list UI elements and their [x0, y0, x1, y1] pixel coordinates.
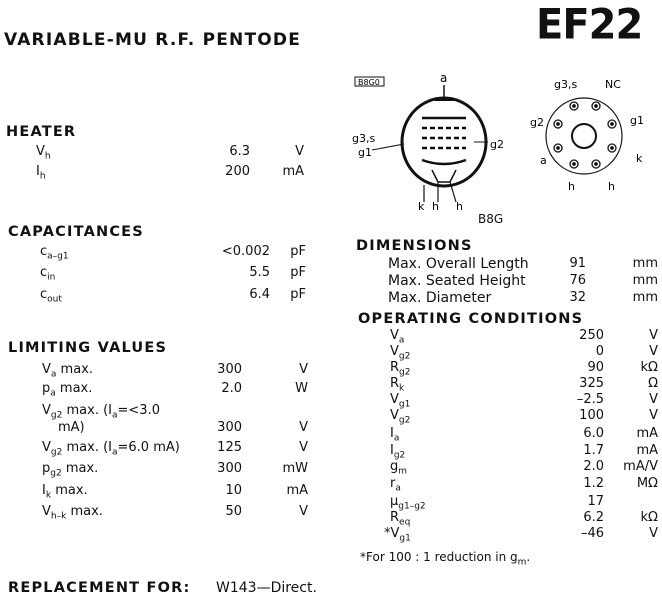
operating-row-label: $I_a$ — [390, 426, 400, 444]
operating-row-label: $R_k$ — [390, 376, 405, 394]
dimension-row-value: 32 — [569, 290, 586, 305]
limiting-row-unit: V — [299, 362, 308, 377]
heater-row-label: $I_h$ — [36, 164, 46, 182]
capacitance-row-unit: pF — [290, 244, 306, 259]
capacitance-row-label: $c_{a-g1}$ — [40, 244, 69, 262]
limiting-row-value: 2.0 — [221, 381, 242, 396]
pin-label-g2: g2 — [490, 138, 504, 151]
capacitance-row-value: 5.5 — [249, 265, 270, 280]
operating-row-value: 325 — [579, 376, 604, 391]
operating-row-unit: V — [649, 328, 658, 343]
capacitance-row-value: <0.002 — [221, 244, 270, 259]
operating-row-unit: V — [649, 408, 658, 423]
base-label-h2: h — [608, 180, 615, 193]
limiting-row-label-cont: mA) — [58, 420, 85, 435]
heater-row-label: $V_h$ — [36, 144, 51, 162]
limiting-row-unit: V — [299, 440, 308, 455]
operating-row-unit: V — [649, 344, 658, 359]
heater-row-unit: mA — [282, 164, 304, 179]
base-label-g2: g2 — [530, 116, 544, 129]
operating-row-label: $r_a$ — [390, 476, 401, 494]
operating-row-unit: V — [649, 526, 658, 541]
heater-row-value: 6.3 — [229, 144, 250, 159]
dimension-row-unit: mm — [632, 256, 658, 271]
operating-row-value: 1.7 — [583, 443, 604, 458]
operating-row-value: 17 — [587, 494, 604, 509]
operating-row-label: $R_{g2}$ — [390, 360, 411, 378]
page-title: VARIABLE-MU R.F. PENTODE — [4, 30, 302, 50]
replacement-label: REPLACEMENT FOR: — [8, 580, 191, 596]
base-label-nc: NC — [605, 78, 621, 91]
capacitances-heading: CAPACITANCES — [8, 224, 144, 240]
operating-row-unit: mA/V — [623, 459, 658, 474]
dimensions-heading: DIMENSIONS — [356, 238, 473, 254]
replacement-value: W143—Direct. — [216, 580, 317, 596]
limiting-heading: LIMITING VALUES — [8, 340, 168, 356]
limiting-row-label: $I_k$ max. — [42, 483, 88, 501]
base-label-g1: g1 — [630, 114, 644, 127]
valve-code: EF22 — [536, 0, 643, 50]
heater-row-unit: V — [295, 144, 304, 159]
limiting-row-label: $p_{g2}$ max. — [42, 461, 99, 479]
limiting-row-value: 125 — [217, 440, 242, 455]
limiting-row-value: 50 — [225, 504, 242, 519]
base-code-box-label: B8G0 — [358, 78, 380, 87]
valve-base-diagram — [522, 72, 662, 202]
base-outline — [546, 98, 622, 174]
operating-row-label: $V_{g1}$ — [390, 392, 411, 410]
operating-row-label: $V_{g2}$ — [390, 408, 411, 426]
limiting-row-value: 300 — [217, 461, 242, 476]
operating-row-label: $V_a$ — [390, 328, 405, 346]
base-label-a: a — [540, 154, 547, 167]
operating-footnote: *For 100 : 1 reduction in $g_m$. — [360, 550, 531, 568]
operating-row-unit: kΩ — [640, 510, 658, 525]
limiting-row-label: $V_{g2}$ max. ($I_a=<3.0$ — [42, 403, 160, 421]
operating-row-unit: V — [649, 392, 658, 407]
limiting-row-unit: V — [299, 504, 308, 519]
dimension-row-unit: mm — [632, 273, 658, 288]
base-label-h1: h — [568, 180, 575, 193]
capacitance-row-unit: pF — [290, 265, 306, 280]
operating-row-label: $g_m$ — [390, 459, 408, 477]
operating-row-value: 100 — [579, 408, 604, 423]
base-label-g3s: g3,s — [554, 78, 578, 91]
heater-heading: HEATER — [6, 124, 77, 140]
pin-label-g1: g1 — [358, 146, 372, 159]
valve-envelope — [402, 98, 486, 186]
dimension-row-unit: mm — [632, 290, 658, 305]
dimension-row-value: 76 — [569, 273, 586, 288]
limiting-row-value: 300 — [217, 362, 242, 377]
operating-row-unit: mA — [636, 426, 658, 441]
base-label-k: k — [636, 152, 643, 165]
operating-row-value: 250 — [579, 328, 604, 343]
operating-row-value: –46 — [580, 526, 604, 541]
pin-label-k: k — [418, 200, 425, 213]
dimension-row-value: 91 — [569, 256, 586, 271]
capacitance-row-value: 6.4 — [249, 287, 270, 302]
limiting-row-unit: V — [299, 420, 308, 435]
limiting-row-unit: mW — [282, 461, 308, 476]
dimension-row-label: Max. Seated Height — [388, 273, 526, 289]
capacitance-row-unit: pF — [290, 287, 306, 302]
limiting-row-label: $p_a$ max. — [42, 381, 93, 399]
pin-label-g3s: g3,s — [352, 132, 376, 145]
operating-row-value: 1.2 — [583, 476, 604, 491]
dimension-row-label: Max. Diameter — [388, 290, 492, 306]
operating-row-unit: kΩ — [640, 360, 658, 375]
operating-row-value: 6.0 — [583, 426, 604, 441]
pin-label-a: a — [440, 71, 448, 85]
capacitance-row-label: $c_{out}$ — [40, 287, 62, 305]
operating-heading: OPERATING CONDITIONS — [358, 311, 584, 327]
limiting-row-value: 10 — [225, 483, 242, 498]
valve-side-diagram — [352, 70, 512, 230]
heater-row-value: 200 — [225, 164, 250, 179]
operating-row-label: $R_{eq}$ — [390, 510, 411, 528]
limiting-row-value: 300 — [217, 420, 242, 435]
dimension-row-label: Max. Overall Length — [388, 256, 529, 272]
operating-row-label: $V_{g2}$ — [390, 344, 411, 362]
operating-row-unit: mA — [636, 443, 658, 458]
operating-row-label: $I_{g2}$ — [390, 443, 406, 461]
operating-row-label: $*V_{g1}$ — [384, 526, 411, 544]
pin-label-h1: h — [432, 200, 439, 213]
limiting-row-label: $V_{h-k}$ max. — [42, 504, 103, 522]
operating-row-value: 0 — [595, 344, 604, 359]
operating-row-value: 2.0 — [583, 459, 604, 474]
base-type-label: B8G — [478, 212, 504, 226]
pin-label-h2: h — [456, 200, 463, 213]
operating-row-value: 90 — [587, 360, 604, 375]
operating-row-unit: Ω — [648, 376, 658, 391]
capacitance-row-label: $c_{in}$ — [40, 265, 56, 283]
operating-row-value: 6.2 — [583, 510, 604, 525]
limiting-row-label: $V_{g2}$ max. ($I_a=6.0$ mA) — [42, 440, 180, 458]
limiting-row-unit: W — [295, 381, 308, 396]
limiting-row-unit: mA — [286, 483, 308, 498]
operating-row-value: –2.5 — [576, 392, 604, 407]
operating-row-label: $\mu_{g1-g2}$ — [390, 494, 426, 512]
limiting-row-label: $V_a$ max. — [42, 362, 94, 380]
operating-row-unit: MΩ — [636, 476, 658, 491]
